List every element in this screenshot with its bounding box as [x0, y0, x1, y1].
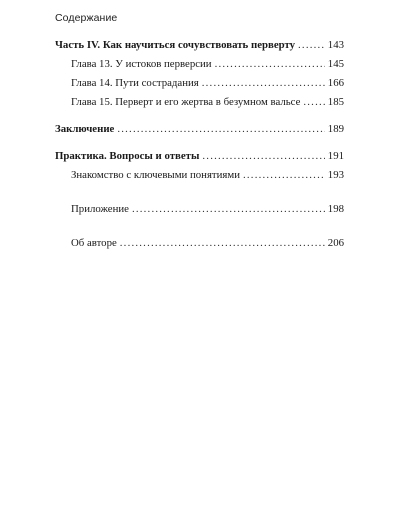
toc-entry-title: Приложение: [71, 203, 129, 215]
toc-entry-page: 193: [327, 169, 344, 181]
dot-leader: [132, 200, 325, 219]
toc-entry-title: Часть IV. Как научиться сочувствовать перверту: [55, 39, 296, 51]
toc-entry-title: Знакомство с ключевыми понятиями: [71, 169, 240, 181]
toc-entry-chapter-15[interactable]: [55, 93, 344, 112]
toc-entry-page: 206: [327, 237, 344, 249]
toc-entry-chapter-13[interactable]: [55, 55, 344, 74]
toc-entry-chapter-14[interactable]: [55, 74, 344, 93]
toc-entry-page: 191: [327, 150, 344, 162]
table-of-contents: [55, 36, 344, 253]
toc-entry-appendix[interactable]: [55, 200, 344, 219]
toc-entry-title: Заключение: [55, 123, 115, 135]
toc-entry-page: 198: [327, 203, 344, 215]
toc-entry-title: Об авторе: [71, 237, 117, 249]
dot-leader: [298, 36, 325, 55]
toc-entry-part-iv[interactable]: [55, 36, 344, 55]
toc-entry-conclusion[interactable]: [55, 120, 344, 139]
toc-entry-about-author[interactable]: [55, 234, 344, 253]
dot-leader: [243, 166, 325, 185]
toc-entry-page: 166: [327, 77, 344, 89]
toc-entry-practice[interactable]: [55, 147, 344, 166]
dot-leader: [202, 74, 325, 93]
dot-leader: [117, 120, 324, 139]
dot-leader: [215, 55, 325, 74]
toc-entry-page: 189: [327, 123, 344, 135]
dot-leader: [120, 234, 325, 253]
dot-leader: [202, 147, 324, 166]
running-head: Содержание: [55, 12, 118, 24]
toc-entry-page: 185: [327, 96, 344, 108]
toc-entry-title: Глава 15. Перверт и его жертва в безумном вальсе: [71, 96, 301, 108]
toc-entry-key-concepts[interactable]: [55, 166, 344, 185]
toc-entry-title: Глава 13. У истоков перверсии: [71, 58, 212, 70]
toc-entry-page: 143: [327, 39, 344, 51]
toc-entry-title: Практика. Вопросы и ответы: [55, 150, 200, 162]
toc-entry-page: 145: [327, 58, 344, 70]
dot-leader: [303, 93, 324, 112]
toc-entry-title: Глава 14. Пути сострадания: [71, 77, 199, 89]
